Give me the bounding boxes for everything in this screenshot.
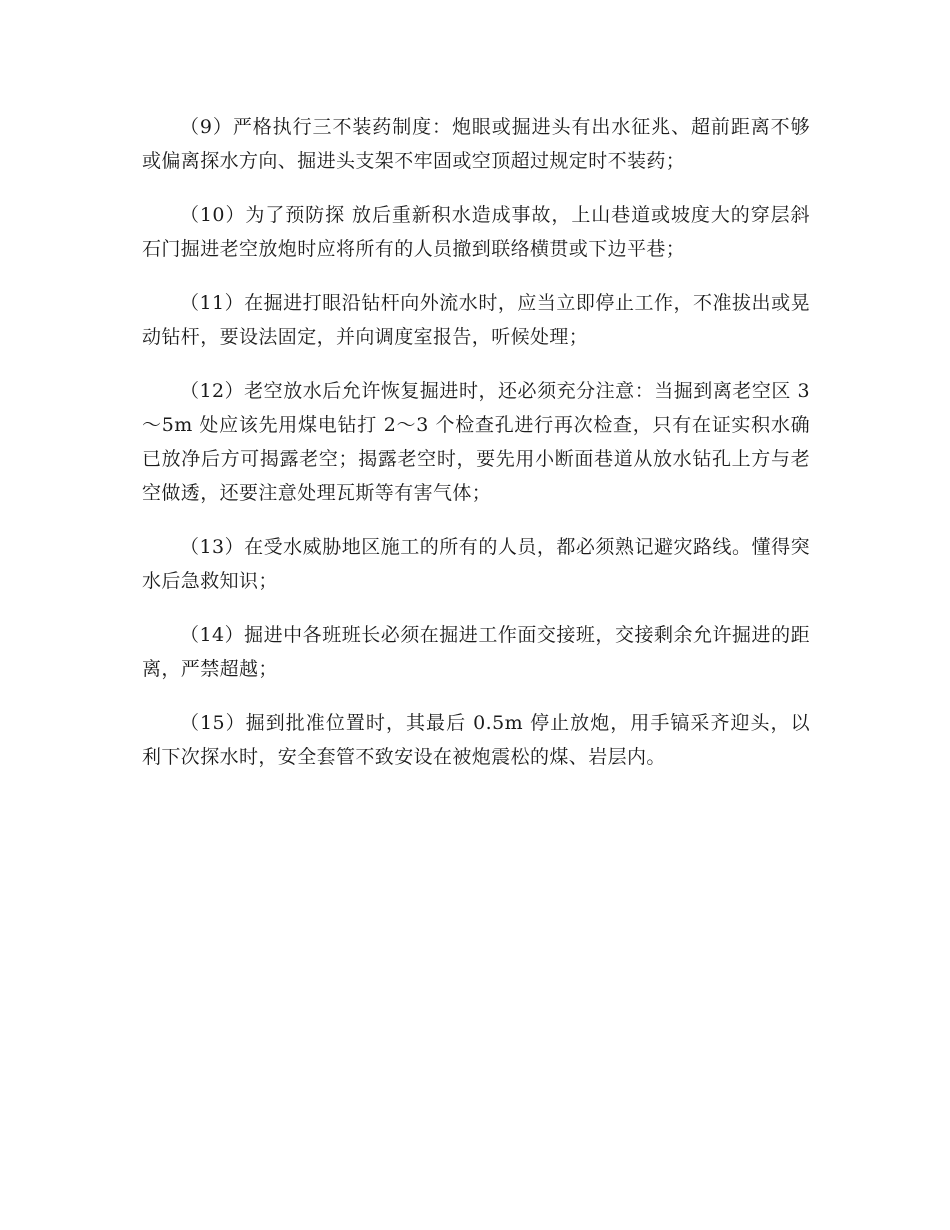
paragraph-item-14: （14）掘进中各班班长必须在掘进工作面交接班，交接剩余允许掘进的距离，严禁超越； [142,624,810,680]
document-body [142,110,810,794]
paragraph-item-13: （13）在受水威胁地区施工的所有的人员，都必须熟记避灾路线。懂得突水后急救知识； [142,536,810,592]
paragraph-item-15: （15）掘到批准位置时，其最后 0.5m 停止放炮，用手镐采齐迎头，以利下次探水时，安全套管不致安设在被炮震松的煤、岩层内。 [142,712,810,768]
paragraph-item-11: （11）在掘进打眼沿钻杆向外流水时，应当立即停止工作，不准拔出或晃动钻杆，要设法固定，并向调度室报告，听候处理； [142,292,810,348]
paragraph-item-10: （10）为了预防探 放后重新积水造成事故，上山巷道或坡度大的穿层斜石门掘进老空放炮时应将所有的人员撤到联络横贯或下边平巷； [142,204,810,260]
paragraph-item-9: （9）严格执行三不装药制度：炮眼或掘进头有出水征兆、超前距离不够或偏离探水方向、掘进头支架不牢固或空顶超过规定时不装药； [142,116,810,172]
paragraph-item-12: （12）老空放水后允许恢复掘进时，还必须充分注意：当掘到离老空区 3～5m 处应该先用煤电钻打 2～3 个检查孔进行再次检查，只有在证实积水确已放净后方可揭露老空；揭露老空时，要先用小断面巷道从放水钻孔上方与老空做透，还要注意处理瓦斯等有害气体； [142,380,810,504]
